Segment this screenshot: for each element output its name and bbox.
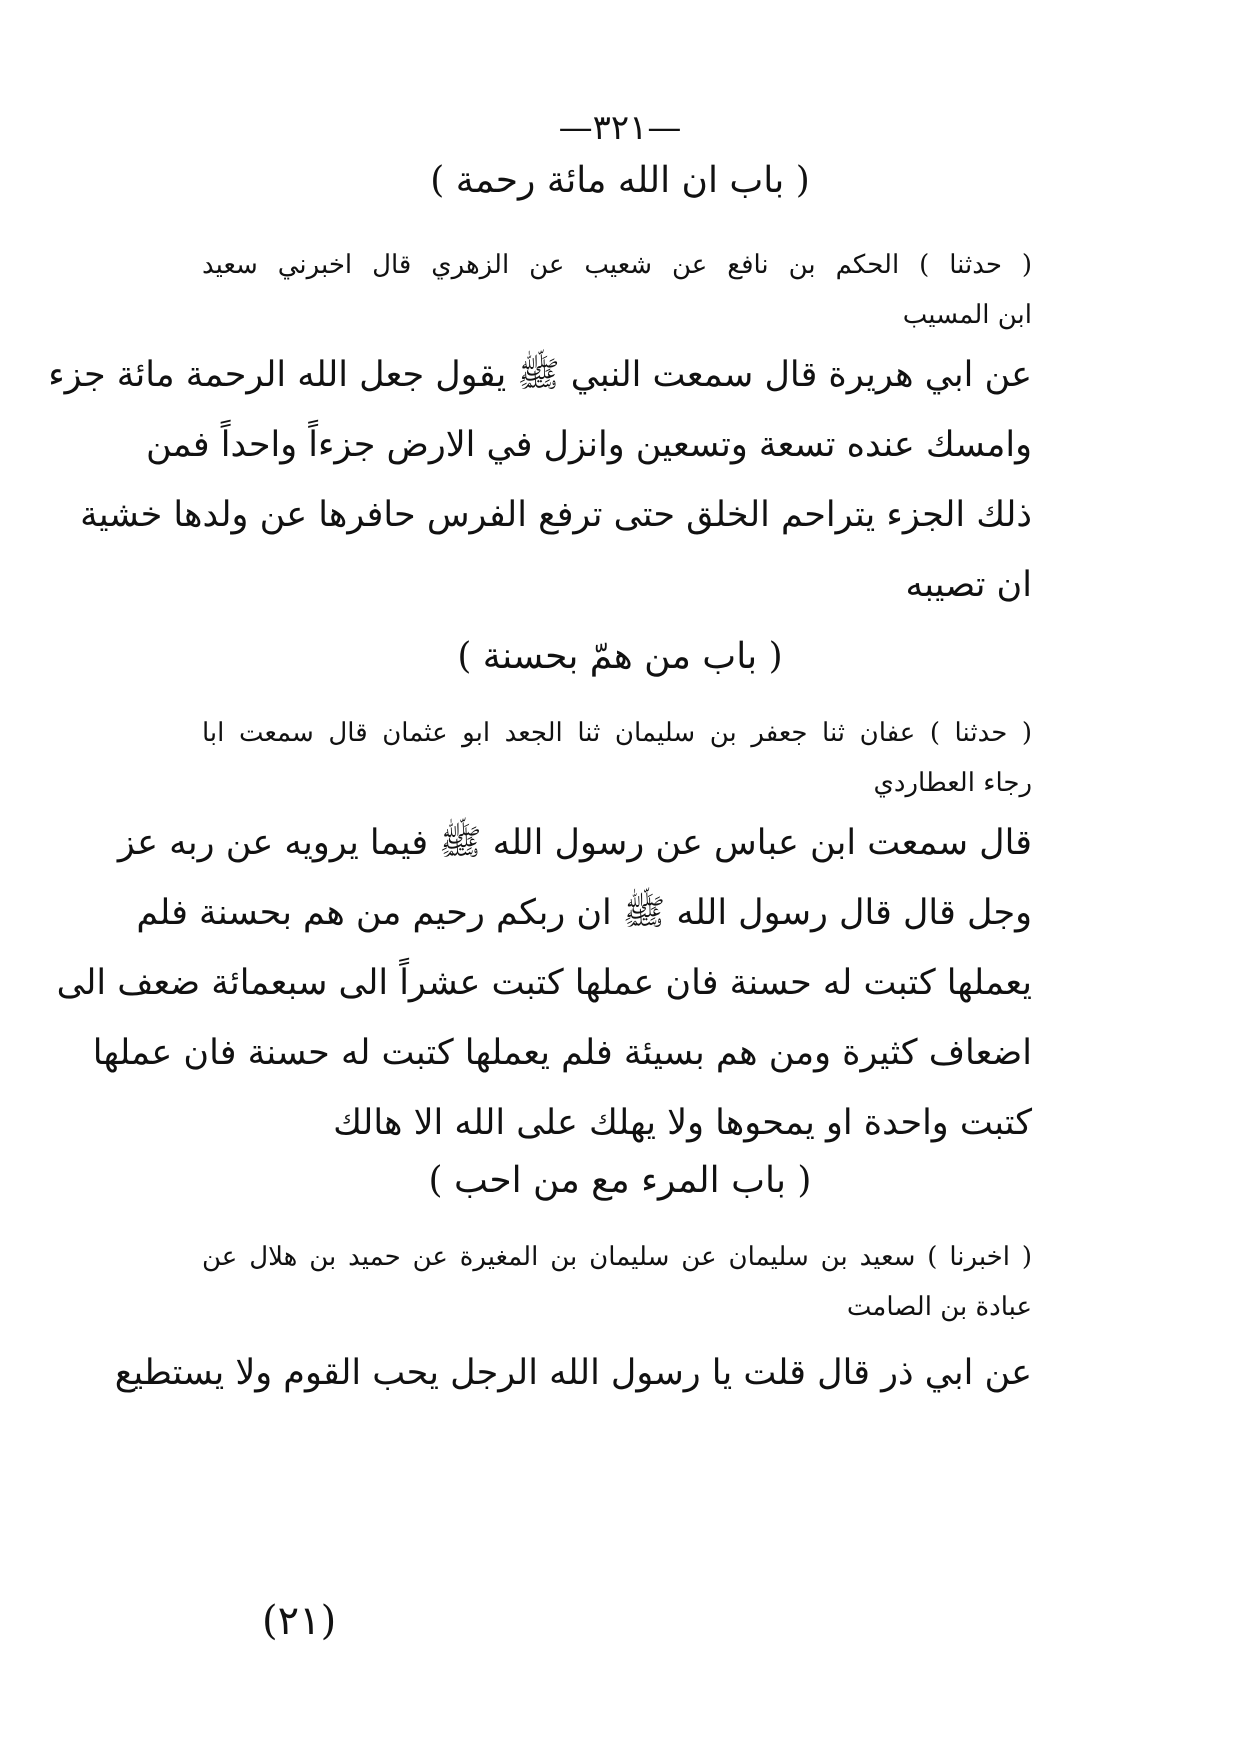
- matn-paragraph: [56, 808, 1032, 1158]
- matn-line: وامسك عنده تسعة وتسعين وانزل في الارض جزءاً واحداً فمن: [146, 425, 1032, 465]
- matn-line: عن ابي هريرة قال سمعت النبي ﷺ يقول جعل الله الرحمة مائة جزء: [48, 355, 1032, 395]
- matn-line: يعملها كتبت له حسنة فان عملها كتبت عشراً الى سبعمائة ضعف الى: [56, 963, 1032, 1003]
- isnad-line: عبادة بن الصامت: [846, 1292, 1032, 1322]
- matn-line: وجل قال قال رسول الله ﷺ ان ربكم رحيم من هم بحسنة فلم: [136, 893, 1032, 933]
- section-heading: ( باب المرء مع من احب ): [428, 1160, 812, 1201]
- matn-line: كتبت واحدة او يمحوها ولا يهلك على الله الا هالك: [333, 1103, 1032, 1143]
- matn-line: قال سمعت ابن عباس عن رسول الله ﷺ فيما يرويه عن ربه عز: [117, 823, 1032, 863]
- section-heading: ( باب ان الله مائة رحمة ): [430, 160, 810, 201]
- isnad-paragraph: [202, 240, 1032, 340]
- isnad-line: رجاء العطاردي: [873, 768, 1032, 798]
- matn-paragraph: [114, 1338, 1032, 1408]
- signature-mark: (٢١): [262, 1598, 337, 1644]
- matn-line: اضعاف كثيرة ومن هم بسيئة فلم يعملها كتبت له حسنة فان عملها: [92, 1033, 1032, 1073]
- matn-line: ان تصيبه: [905, 565, 1032, 605]
- page-number: —٣٢١—: [558, 108, 682, 148]
- matn-line: عن ابي ذر قال قلت يا رسول الله الرجل يحب القوم ولا يستطيع: [114, 1353, 1032, 1393]
- isnad-paragraph: [202, 708, 1032, 808]
- matn-paragraph: [48, 340, 1032, 620]
- isnad-line: ابن المسيب: [902, 300, 1032, 330]
- isnad-line: ( حدثنا ) عفان ثنا جعفر بن سليمان ثنا الجعد ابو عثمان قال سمعت ابا: [202, 718, 1032, 748]
- isnad-paragraph: [202, 1232, 1032, 1332]
- matn-line: ذلك الجزء يتراحم الخلق حتى ترفع الفرس حافرها عن ولدها خشية: [80, 495, 1032, 535]
- isnad-line: ( اخبرنا ) سعيد بن سليمان عن سليمان بن المغيرة عن حميد بن هلال عن: [202, 1242, 1032, 1272]
- isnad-line: ( حدثنا ) الحكم بن نافع عن شعيب عن الزهري قال اخبرني سعيد: [202, 250, 1032, 280]
- section-heading: ( باب من همّ بحسنة ): [457, 636, 783, 677]
